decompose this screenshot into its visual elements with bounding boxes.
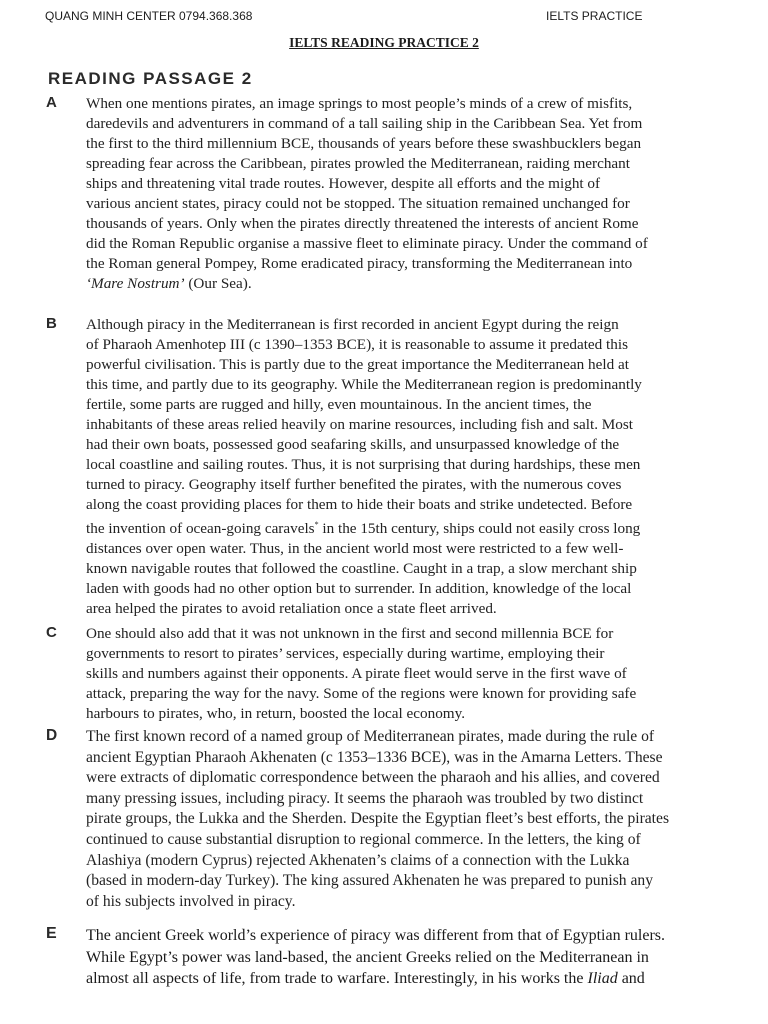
text-line: along the coast providing places for them to hide their boats and strike undetected. Before [86, 496, 633, 513]
text-line: Although piracy in the Mediterranean is first recorded in ancient Egypt during the reign [86, 316, 619, 333]
text-line: fertile, some parts are rugged and hilly, even mountainous. In the ancient times, the [86, 396, 592, 413]
text-fragment: (Our Sea). [184, 275, 252, 292]
text-line: this time, and partly due to its geography. While the Mediterranean region is predominantly [86, 376, 642, 393]
text-line: One should also add that it was not unknown in the first and second millennia BCE for [86, 625, 614, 642]
text-line: local coastline and sailing routes. Thus, it is not surprising that during hardships, these men [86, 456, 641, 473]
text-line: the first to the third millennium BCE, thousands of years before these swashbucklers began [86, 135, 642, 152]
paragraph-text [86, 315, 736, 619]
text-line: distances over open water. Thus, in the ancient world most were restricted to a few well- [86, 540, 624, 558]
page-title: IELTS READING PRACTICE 2 [289, 35, 479, 50]
text-line: many pressing issues, including piracy. It seems the pharaoh was troubled by two distinct [86, 789, 644, 807]
text-line: Alashiya (modern Cyprus) rejected Akhenaten’s claims of a connection with the Lukka [86, 851, 630, 869]
paragraph-letter: C [46, 624, 57, 641]
text-line: thousands of years. Only when the pirates directly threatened the interests of ancient Rome [86, 215, 639, 232]
text-line: had their own boats, possessed good seafaring skills, and unsurpassed knowledge of the [86, 436, 620, 453]
paragraph-text [86, 727, 736, 912]
paragraph-e [46, 925, 736, 995]
text-line [86, 968, 736, 990]
text-line: of his subjects involved in piracy. [86, 892, 296, 910]
text-fragment: and [617, 970, 645, 987]
text-line: powerful civilisation. This is partly due to the great importance the Mediterranean held at [86, 356, 629, 373]
italic-phrase: Iliad [587, 970, 618, 987]
text-line: When one mentions pirates, an image springs to most people’s minds of a crew of misfits, [86, 95, 633, 112]
text-line: turned to piracy. Geography itself further benefited the pirates, with the numerous coves [86, 476, 622, 493]
paragraph-letter: B [46, 315, 57, 332]
header-center-name: QUANG MINH CENTER 0794.368.368 [45, 9, 253, 23]
paragraph-letter: E [46, 925, 57, 942]
paragraph-d [46, 727, 736, 917]
paragraph-a [46, 94, 736, 294]
text-line: harbours to pirates, who, in return, boosted the local economy. [86, 705, 466, 722]
text-line: (based in modern-day Turkey). The king assured Akhenaten he was prepared to punish any [86, 872, 654, 890]
text-line: various ancient states, piracy could not be stopped. The situation remained unchanged for [86, 195, 630, 212]
text-line [86, 274, 736, 294]
text-line: were extracts of diplomatic correspondence between the pharaoh and his allies, and covered [86, 769, 660, 787]
text-line: inhabitants of these areas relied heavily on marine resources, including fish and salt. Most [86, 416, 634, 433]
passage-heading: READING PASSAGE 2 [48, 69, 253, 88]
text-line: daredevils and adventurers in command of a tall sailing ship in the Caribbean Sea. Yet from [86, 115, 643, 132]
text-line: The ancient Greek world’s experience of piracy was different from that of Egyptian rulers. [86, 927, 666, 944]
paragraph-text [86, 925, 736, 990]
text-line: laden with goods had no other option but to surrender. In addition, knowledge of the local [86, 580, 632, 598]
text-fragment: the invention of ocean-going caravels [86, 520, 315, 538]
paragraph-letter: D [46, 727, 58, 744]
text-line: the Roman general Pompey, Rome eradicated piracy, transforming the Mediterranean into [86, 255, 633, 272]
text-line: attack, preparing the way for the navy. Some of the regions were known for providing safe [86, 685, 637, 702]
page-header [0, 9, 768, 25]
text-line: spreading fear across the Caribbean, pirates prowled the Mediterranean, raiding merchant [86, 155, 630, 172]
paragraph-b [46, 315, 736, 618]
paragraph-c [46, 624, 736, 724]
text-line: ancient Egyptian Pharaoh Akhenaten (c 1353–1336 BCE), was in the Amarna Letters. These [86, 748, 663, 766]
header-practice-label: IELTS PRACTICE [546, 9, 643, 23]
text-line: The first known record of a named group of Mediterranean pirates, made during the rule of [86, 728, 655, 745]
text-line: area helped the pirates to avoid retaliation once a state fleet arrived. [86, 600, 497, 618]
text-line: pirate groups, the Lukka and the Sherden. Despite the Egyptian fleet’s best efforts, the pirates [86, 810, 670, 828]
text-fragment: almost all aspects of life, from trade to warfare. Interestingly, in his works the [86, 970, 588, 987]
footnote-marker: * [314, 520, 319, 529]
text-line: While Egypt’s power was land-based, the ancient Greeks relied on the Mediterranean in [86, 948, 649, 966]
text-fragment: in the 15th century, ships could not easily cross long [318, 520, 641, 538]
italic-phrase: ‘Mare Nostrum’ [86, 275, 185, 292]
text-line: ships and threatening vital trade routes. However, despite all efforts and the might of [86, 175, 601, 192]
text-line: did the Roman Republic organise a massive fleet to eliminate piracy. Under the command of [86, 235, 648, 252]
text-line: continued to cause substantial disruption to regional commerce. In the letters, the king of [86, 830, 641, 848]
paragraph-text [86, 624, 736, 724]
paragraph-text [86, 94, 736, 294]
text-line: known navigable routes that followed the coastline. Caught in a trap, a slow merchant ship [86, 560, 637, 578]
text-line: governments to resort to pirates’ services, especially during wartime, employing their [86, 645, 605, 662]
text-line: of Pharaoh Amenhotep III (c 1390–1353 BCE), it is reasonable to assume it predated this [86, 336, 628, 353]
text-line [86, 515, 736, 539]
text-line: skills and numbers against their opponents. A pirate fleet would serve in the first wave of [86, 665, 627, 682]
paragraph-letter: A [46, 94, 57, 111]
